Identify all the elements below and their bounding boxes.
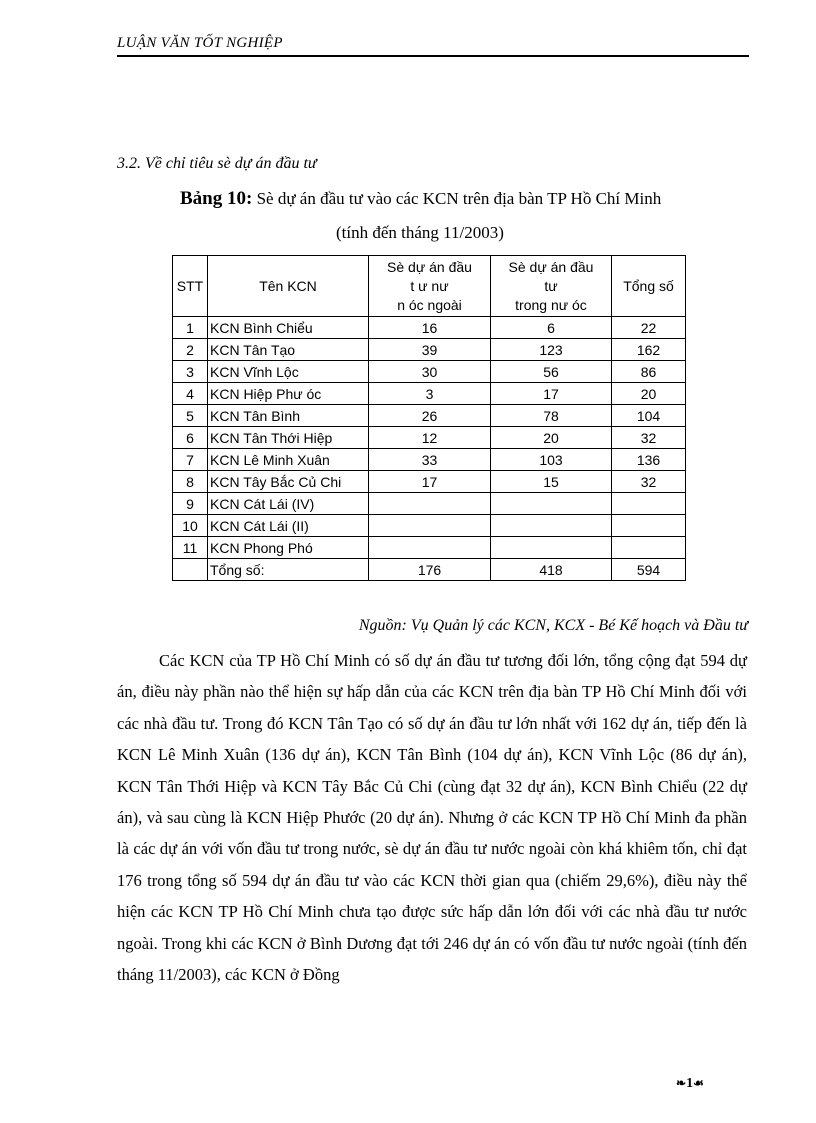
name-cell: KCN Vĩnh Lộc bbox=[208, 361, 369, 383]
stt-cell: 2 bbox=[173, 339, 208, 361]
table-row bbox=[173, 427, 686, 449]
header-fdi-line3: n óc ngoài bbox=[397, 296, 462, 313]
body-paragraph: Các KCN của TP Hồ Chí Minh có số dự án đầu tư tương đối lớn, tổng cộng đạt 594 dự án, điều này phần nào thể hiện sự hấp dẫn của các KCN trên địa bàn TP Hồ Chí Minh đối với các nhà đầu tư. Trong đó KCN Tân Tạo có số dự án đầu tư lớn nhất với 162 dự án, tiếp đến là KCN Lê Minh Xuân (136 dự án), KCN Tân Bình (104 dự án), KCN Vĩnh Lộc (86 dự án), KCN Tân Thới Hiệp và KCN Tây Bắc Củ Chi (cùng đạt 32 dự án), KCN Bình Chiểu (22 dự án), và sau cùng là KCN Hiệp Phước (20 dự án). Nhưng ở các KCN TP Hồ Chí Minh đa phần là các dự án với vốn đầu tư trong nước, sè dự án đầu tư nước ngoài còn khá khiêm tốn, chỉ đạt 176 trong tổng số 594 dự án đầu tư vào các KCN thời gian qua (chiếm 29,6%), điều này thể hiện các KCN TP Hồ Chí Minh chưa tạo được sức hấp dẫn lớn đối với các nhà đầu tư nước ngoài. Trong khi các KCN ở Bình Dương đạt tới 246 dự án có vốn đầu tư nước ngoài (tính đến tháng 11/2003), các KCN ở Đồng bbox=[117, 651, 747, 985]
fdi-cell: 12 bbox=[369, 427, 491, 449]
fdi-cell bbox=[369, 537, 491, 559]
header-dom-line3: trong nư óc bbox=[515, 296, 587, 313]
header-dom bbox=[491, 256, 612, 317]
table-row bbox=[173, 515, 686, 537]
header-name: Tên KCN bbox=[208, 256, 369, 317]
header-fdi-line2: t ư nư bbox=[410, 277, 449, 294]
total-cell: 162 bbox=[612, 339, 686, 361]
fdi-cell: 39 bbox=[369, 339, 491, 361]
name-cell: KCN Cát Lái (II) bbox=[208, 515, 369, 537]
dom-cell bbox=[491, 537, 612, 559]
header-fdi-line1: Sè dự án đầu bbox=[387, 258, 472, 275]
total-cell bbox=[612, 493, 686, 515]
total-cell: 104 bbox=[612, 405, 686, 427]
stt-cell: 8 bbox=[173, 471, 208, 493]
table-subcaption: (tính đến tháng 11/2003) bbox=[336, 223, 504, 242]
fdi-cell: 3 bbox=[369, 383, 491, 405]
fdi-cell: 26 bbox=[369, 405, 491, 427]
fdi-cell: 30 bbox=[369, 361, 491, 383]
dom-cell bbox=[491, 493, 612, 515]
stt-cell: 9 bbox=[173, 493, 208, 515]
table-row bbox=[173, 361, 686, 383]
section-title: 3.2. Về chỉ tiêu sè dự án đầu tư bbox=[117, 155, 317, 172]
table-row bbox=[173, 317, 686, 339]
running-header: LUẬN VĂN TỐT NGHIỆP bbox=[117, 35, 283, 51]
name-cell: KCN Tây Bắc Củ Chi bbox=[208, 471, 369, 493]
name-cell: KCN Hiệp Phư óc bbox=[208, 383, 369, 405]
dom-cell bbox=[491, 515, 612, 537]
table-caption-label: Bảng 10: bbox=[180, 188, 253, 209]
fdi-cell: 17 bbox=[369, 471, 491, 493]
table-body bbox=[173, 317, 686, 559]
table-row bbox=[173, 383, 686, 405]
stt-cell: 10 bbox=[173, 515, 208, 537]
left-ornament-icon: ❧ bbox=[676, 1076, 687, 1090]
dom-cell: 103 bbox=[491, 449, 612, 471]
table-row bbox=[173, 339, 686, 361]
stt-cell: 6 bbox=[173, 427, 208, 449]
name-cell: KCN Tân Tạo bbox=[208, 339, 369, 361]
stt-cell: 11 bbox=[173, 537, 208, 559]
total-total-cell: 594 bbox=[612, 559, 686, 581]
name-cell: KCN Phong Phó bbox=[208, 537, 369, 559]
name-cell: KCN Lê Minh Xuân bbox=[208, 449, 369, 471]
right-ornament-icon: ☙ bbox=[693, 1076, 704, 1090]
name-cell: KCN Cát Lái (IV) bbox=[208, 493, 369, 515]
header-dom-line1: Sè dự án đầu bbox=[508, 258, 594, 275]
table-header-row bbox=[173, 256, 686, 317]
total-cell: 136 bbox=[612, 449, 686, 471]
total-cell: 86 bbox=[612, 361, 686, 383]
total-dom-cell: 418 bbox=[491, 559, 612, 581]
fdi-cell bbox=[369, 493, 491, 515]
table-total-row bbox=[173, 559, 686, 581]
header-dom-line2: tư bbox=[544, 277, 558, 294]
stt-cell: 7 bbox=[173, 449, 208, 471]
dom-cell: 20 bbox=[491, 427, 612, 449]
table-row bbox=[173, 537, 686, 559]
table-caption bbox=[180, 188, 740, 210]
total-stt-cell bbox=[173, 559, 208, 581]
table-row bbox=[173, 471, 686, 493]
stt-cell: 4 bbox=[173, 383, 208, 405]
table-row bbox=[173, 405, 686, 427]
page-number: 1 bbox=[686, 1076, 694, 1091]
total-cell bbox=[612, 515, 686, 537]
dom-cell: 17 bbox=[491, 383, 612, 405]
header-fdi bbox=[369, 256, 491, 317]
dom-cell: 15 bbox=[491, 471, 612, 493]
industrial-zones-table bbox=[172, 255, 686, 581]
fdi-cell: 16 bbox=[369, 317, 491, 339]
total-cell bbox=[612, 537, 686, 559]
table-row bbox=[173, 493, 686, 515]
dom-cell: 123 bbox=[491, 339, 612, 361]
dom-cell: 6 bbox=[491, 317, 612, 339]
total-cell: 22 bbox=[612, 317, 686, 339]
dom-cell: 78 bbox=[491, 405, 612, 427]
page-footer bbox=[676, 1076, 704, 1092]
name-cell: KCN Tân Bình bbox=[208, 405, 369, 427]
header-stt: STT bbox=[173, 256, 208, 317]
stt-cell: 3 bbox=[173, 361, 208, 383]
header-rule bbox=[117, 55, 749, 57]
total-cell: 20 bbox=[612, 383, 686, 405]
table-row bbox=[173, 449, 686, 471]
stt-cell: 1 bbox=[173, 317, 208, 339]
table-caption-text: Sè dự án đầu tư vào các KCN trên địa bàn TP Hồ Chí Minh bbox=[252, 189, 662, 208]
total-cell: 32 bbox=[612, 471, 686, 493]
fdi-cell: 33 bbox=[369, 449, 491, 471]
name-cell: KCN Bình Chiểu bbox=[208, 317, 369, 339]
stt-cell: 5 bbox=[173, 405, 208, 427]
fdi-cell bbox=[369, 515, 491, 537]
total-fdi-cell: 176 bbox=[369, 559, 491, 581]
dom-cell: 56 bbox=[491, 361, 612, 383]
total-label-cell: Tổng số: bbox=[208, 559, 369, 581]
name-cell: KCN Tân Thới Hiệp bbox=[208, 427, 369, 449]
total-cell: 32 bbox=[612, 427, 686, 449]
header-total: Tổng số bbox=[612, 256, 686, 317]
source-note: Nguồn: Vụ Quản lý các KCN, KCX - Bé Kế hoạch và Đầu tư bbox=[358, 617, 748, 634]
